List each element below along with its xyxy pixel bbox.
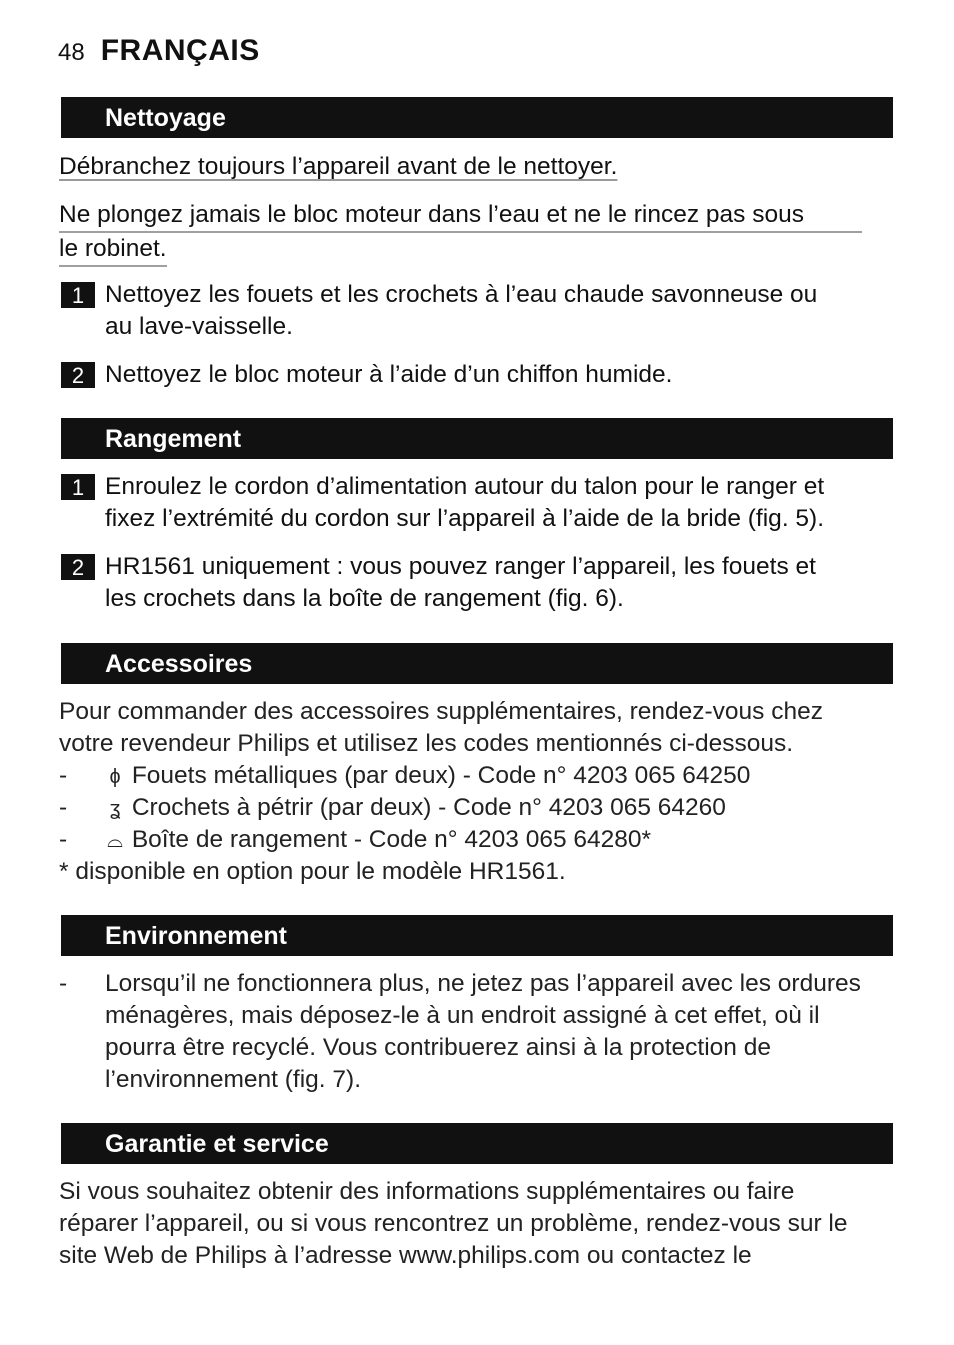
- whisk-icon: ɸ: [109, 766, 121, 788]
- step-text: Nettoyez les fouets et les crochets à l’eau chaude savonneuse ou au lave-vaisselle.: [105, 281, 818, 340]
- step-number: 2: [61, 362, 95, 388]
- step-number: 2: [61, 554, 95, 580]
- warning-unplug: Débranchez toujours l’appareil avant de le nettoyer.: [59, 153, 618, 180]
- list-item: - ʓ Crochets à pétrir (par deux) - Code n° 4203 065 64260: [59, 792, 726, 825]
- page-header: [58, 34, 260, 74]
- step-item: [61, 471, 901, 535]
- step-number: 1: [61, 282, 95, 308]
- accessories-intro: Pour commander des accessoires supplémentaires, rendez-vous chez votre revendeur Philips et utilisez les codes mentionnés ci-dessous.: [59, 698, 823, 757]
- step-text: Nettoyez le bloc moteur à l’aide d’un chiffon humide.: [105, 361, 673, 388]
- step-item: [61, 551, 901, 615]
- step-item: [61, 279, 901, 343]
- step-text: Enroulez le cordon d’alimentation autour du talon pour le ranger et fixez l’extrémité du cordon sur l’appareil à l’aide de la bride (fig. 5).: [105, 473, 825, 532]
- section-title-garantie: Garantie et service: [61, 1123, 893, 1164]
- storage-box-icon: ⌓: [107, 830, 123, 852]
- page-number: 48: [58, 39, 85, 66]
- section-title-rangement: Rangement: [61, 418, 893, 459]
- step-text: HR1561 uniquement : vous pouvez ranger l’appareil, les fouets et les crochets dans la boîte de rangement (fig. 6).: [105, 553, 816, 612]
- warning-water: Ne plongez jamais le bloc moteur dans l’eau et ne le rincez pas sous le robinet.: [59, 199, 862, 267]
- language-title: FRANÇAIS: [100, 34, 260, 67]
- section-title-environnement: Environnement: [61, 915, 893, 956]
- list-item: - ⌓ Boîte de rangement - Code n° 4203 065 64280*: [59, 824, 651, 857]
- dough-hook-icon: ʓ: [109, 798, 121, 820]
- section-title-accessoires: Accessoires: [61, 643, 893, 684]
- step-number: 1: [61, 474, 95, 500]
- step-item: [61, 359, 901, 391]
- warranty-text: Si vous souhaitez obtenir des informations supplémentaires ou faire réparer l’appareil, ou si vous rencontrez un problème, rendez-vous sur le site Web de Philips à l’adresse www.philips.com ou contactez le: [59, 1178, 848, 1269]
- environment-item: - Lorsqu’il ne fonctionnera plus, ne jetez pas l’appareil avec les ordures ménagères, mais déposez-le à un endroit assigné à cet effet, où il pourra être recyclé. Vous contribuerez ainsi à la protection de l’environnement (fig. 7).: [59, 970, 861, 1093]
- accessories-footnote: * disponible en option pour le modèle HR1561.: [59, 858, 566, 885]
- section-title-nettoyage: Nettoyage: [61, 97, 893, 138]
- list-item: - ɸ Fouets métalliques (par deux) - Code n° 4203 065 64250: [59, 760, 750, 793]
